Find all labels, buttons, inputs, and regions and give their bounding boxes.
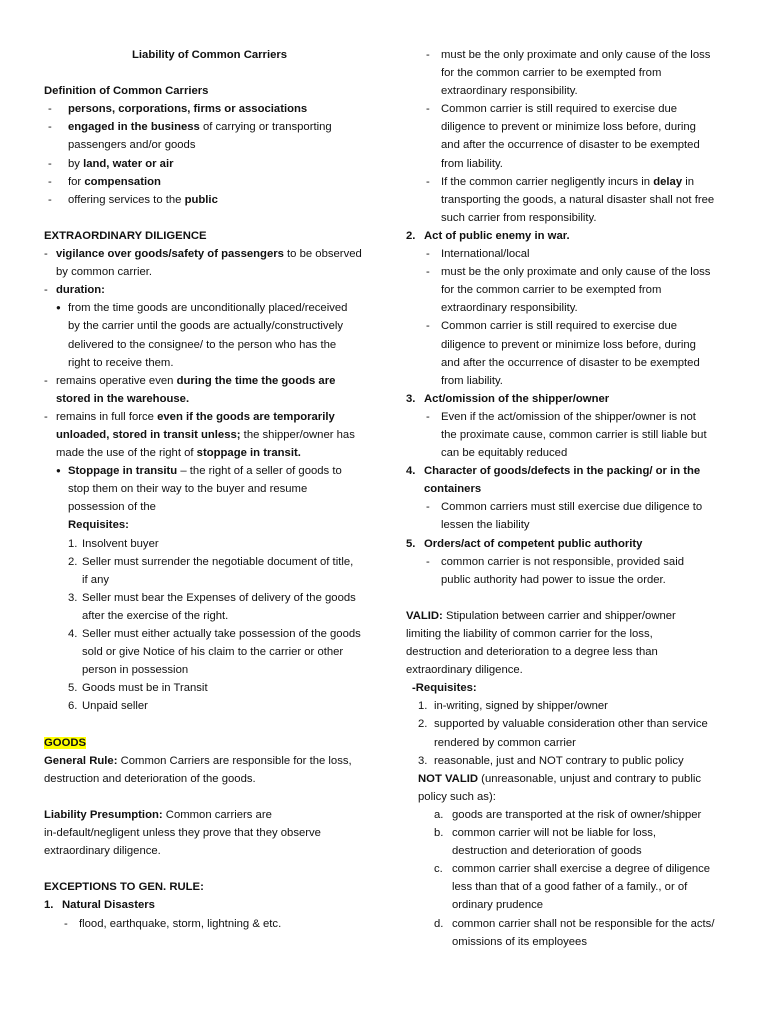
- requisites-label: Requisites:: [68, 519, 129, 532]
- item-number: 2.: [68, 555, 78, 568]
- dash-marker: -: [426, 49, 430, 61]
- numbered-item: b. common carrier will not be liable for loss,: [406, 824, 731, 842]
- left-column: [44, 46, 374, 933]
- dash-point: - Common carrier is still required to exercise due: [406, 317, 731, 335]
- dash-marker: -: [426, 320, 430, 333]
- numbered-item: 5. Goods must be in Transit: [44, 679, 374, 697]
- definition-item: - offering services to the public: [48, 193, 218, 206]
- definition-item: - by land, water or air: [48, 157, 174, 170]
- item-number: 6.: [68, 700, 78, 713]
- item-number: 3.: [68, 591, 78, 604]
- dash-marker: -: [426, 501, 430, 514]
- liability-presumption-cont: extraordinary diligence.: [44, 845, 161, 858]
- dash-point: - Common carriers must still exercise due diligence to: [406, 498, 731, 516]
- dash-point-cont: extraordinary responsibility.: [441, 85, 578, 98]
- duration-bullet-cont: delivered to the consignee/ to the person who has the: [68, 338, 337, 351]
- packing-points: [406, 498, 731, 534]
- authority-points: [406, 553, 731, 589]
- dash-marker: -: [426, 410, 430, 423]
- diligence-heading: EXTRAORDINARY DILIGENCE: [44, 229, 207, 242]
- item-number: 5.: [68, 682, 78, 695]
- right-column: [406, 46, 731, 951]
- valid-paragraph-cont: destruction and deterioration to a degree less than: [406, 646, 658, 659]
- valid-paragraph: VALID: Stipulation between carrier and shipper/owner: [406, 609, 676, 622]
- item-number: c.: [434, 863, 443, 876]
- exception-subitem: - flood, earthquake, storm, lightning & etc.: [64, 917, 282, 930]
- diligence-item-cont: by common carrier.: [56, 266, 153, 279]
- valid-paragraph-cont: limiting the liability of common carrier for the loss,: [406, 628, 653, 640]
- exception-item: 3. Act/omission of the shipper/owner: [406, 392, 610, 405]
- diligence-item-cont: stored in the warehouse.: [56, 392, 190, 405]
- dash-point-cont: and after the occurrence of disaster to be exempted: [441, 356, 700, 369]
- numbered-item-cont: rendered by common carrier: [434, 736, 576, 749]
- numbered-item-cont: if any: [82, 573, 110, 586]
- dash-point: - Even if the act/omission of the shipper/owner is not: [406, 408, 731, 426]
- duration-bullet-cont: right to receive them.: [68, 356, 174, 369]
- dash-point: - must be the only proximate and only cause of the loss: [406, 46, 731, 64]
- liability-presumption: Liability Presumption: Common carriers are: [44, 808, 272, 821]
- dash-point-cont: lessen the liability: [441, 519, 530, 532]
- dash-point-cont: diligence to prevent or minimize loss before, during: [441, 121, 696, 134]
- item-number: a.: [434, 808, 444, 821]
- exception-item: 2. Act of public enemy in war.: [406, 229, 570, 242]
- numbered-item-cont: less than that of a good father of a family., or of: [452, 881, 688, 894]
- duration-bullet: ● from the time goods are unconditionally placed/received: [56, 302, 348, 315]
- numbered-item: 3. Seller must bear the Expenses of delivery of the goods: [44, 589, 374, 607]
- dash-marker: -: [426, 248, 430, 261]
- dash-point: - Common carrier is still required to exercise due: [406, 100, 731, 118]
- exceptions-heading: EXCEPTIONS TO GEN. RULE:: [44, 881, 204, 894]
- dash-point-cont: from liability.: [441, 157, 503, 170]
- numbered-item: c. common carrier shall exercise a degree of diligence: [406, 860, 731, 878]
- dash-point-cont: public authority had power to issue the order.: [441, 573, 666, 586]
- numbered-item: a. goods are transported at the risk of owner/shipper: [406, 806, 731, 824]
- liability-presumption-cont: in-default/negligent unless they prove that they observe: [44, 827, 321, 840]
- numbered-item-cont: ordinary prudence: [452, 899, 544, 912]
- item-number: 1.: [418, 700, 428, 713]
- numbered-item: 1. Insolvent buyer: [44, 535, 374, 553]
- stoppage-cont: stop them on their way to the buyer and resume: [68, 483, 308, 496]
- definition-item-cont: passengers and/or goods: [68, 139, 196, 152]
- numbered-item-cont: sold or give Notice of his claim to the carrier or other: [82, 646, 344, 659]
- numbered-item: 1. in-writing, signed by shipper/owner: [406, 697, 731, 715]
- delay-cont: such carrier from responsibility.: [441, 211, 597, 224]
- exception-item-cont: containers: [424, 483, 482, 496]
- item-number: 1.: [68, 537, 78, 550]
- diligence-item: - remains in full force even if the goods are temporarily: [44, 410, 335, 423]
- stoppage-cont: possession of the: [68, 501, 156, 514]
- dash-point: - must be the only proximate and only cause of the loss: [406, 263, 731, 281]
- item-number: 2.: [418, 718, 428, 731]
- numbered-item-cont: destruction and deterioration of goods: [452, 845, 642, 858]
- dash-point: - International/local: [406, 245, 731, 263]
- definition-item: - persons, corporations, firms or associations: [48, 103, 308, 116]
- numbered-item: 2. supported by valuable consideration other than service: [406, 715, 731, 733]
- diligence-item-cont: made the use of the right of stoppage in transit.: [56, 447, 301, 460]
- diligence-item: - duration:: [44, 284, 105, 297]
- delay-item: - If the common carrier negligently incurs in delay in: [426, 175, 695, 188]
- dash-point: - common carrier is not responsible, provided said: [406, 553, 731, 571]
- duration-bullet-cont: by the carrier until the goods are actually/constructively: [68, 320, 344, 333]
- dash-point-cont: for the common carrier to be exempted from: [441, 67, 662, 80]
- not-valid-list: [406, 806, 731, 951]
- valid-paragraph-cont: extraordinary diligence.: [406, 664, 523, 677]
- dash-point-cont: for the common carrier to be exempted from: [441, 284, 662, 297]
- dash-marker: -: [426, 266, 430, 279]
- goods-heading: GOODS: [44, 736, 87, 749]
- exception-item: 4. Character of goods/defects in the packing/ or in the: [406, 465, 701, 478]
- general-rule-cont: destruction and deterioration of the goods.: [44, 772, 256, 785]
- item-number: d.: [434, 917, 444, 930]
- definition-item: - for compensation: [48, 175, 161, 188]
- dash-point-cont: can be equitably reduced: [441, 447, 568, 460]
- valid-requisites-list: [406, 697, 731, 769]
- exception-item: 1. Natural Disasters: [44, 899, 155, 912]
- definition-item: - engaged in the business of carrying or transporting: [48, 121, 332, 134]
- dash-marker: -: [426, 103, 430, 116]
- stoppage-bullet: ● Stoppage in transitu – the right of a seller of goods to: [56, 465, 342, 478]
- delay-cont: transporting the goods, a natural disaster shall not free: [441, 193, 715, 206]
- numbered-item: 3. reasonable, just and NOT contrary to public policy: [406, 752, 731, 770]
- requisites-list: [44, 535, 374, 716]
- dash-marker: -: [426, 555, 430, 568]
- dash-point-cont: extraordinary responsibility.: [441, 302, 578, 315]
- dash-point-cont: diligence to prevent or minimize loss before, during: [441, 338, 696, 351]
- item-number: 3.: [418, 754, 428, 767]
- public-enemy-points: [406, 245, 731, 390]
- numbered-item: 4. Seller must either actually take possession of the goods: [44, 625, 374, 643]
- not-valid-cont: policy such as):: [418, 790, 496, 803]
- general-rule: General Rule: Common Carriers are responsible for the loss,: [44, 754, 352, 767]
- shipper-points: [406, 408, 731, 462]
- numbered-item: 6. Unpaid seller: [44, 697, 374, 715]
- item-number: b.: [434, 827, 444, 840]
- valid-requisites-label: -Requisites:: [412, 682, 477, 695]
- dash-point-cont: and after the occurrence of disaster to be exempted: [441, 139, 700, 152]
- exception-item: 5. Orders/act of competent public authority: [406, 537, 643, 550]
- diligence-item: - remains operative even during the time the goods are: [44, 374, 336, 387]
- numbered-item-cont: omissions of its employees: [452, 935, 587, 948]
- natural-disaster-points: [406, 46, 731, 173]
- not-valid-paragraph: NOT VALID (unreasonable, unjust and contrary to public: [418, 772, 701, 785]
- diligence-item-cont: unloaded, stored in transit unless; the shipper/owner has: [56, 428, 355, 441]
- diligence-item: - vigilance over goods/safety of passengers to be observed: [44, 248, 362, 261]
- numbered-item: d. common carrier shall not be responsible for the acts/: [406, 915, 731, 933]
- numbered-item: 2. Seller must surrender the negotiable document of title,: [44, 553, 374, 571]
- dash-point-cont: from liability.: [441, 374, 503, 387]
- page-title: Liability of Common Carriers: [132, 49, 288, 61]
- item-number: 4.: [68, 628, 78, 640]
- definition-heading: Definition of Common Carriers: [44, 85, 209, 98]
- numbered-item-cont: person in possession: [82, 664, 189, 677]
- numbered-item-cont: after the exercise of the right.: [82, 609, 229, 622]
- dash-point-cont: the proximate cause, common carrier is still liable but: [441, 428, 707, 441]
